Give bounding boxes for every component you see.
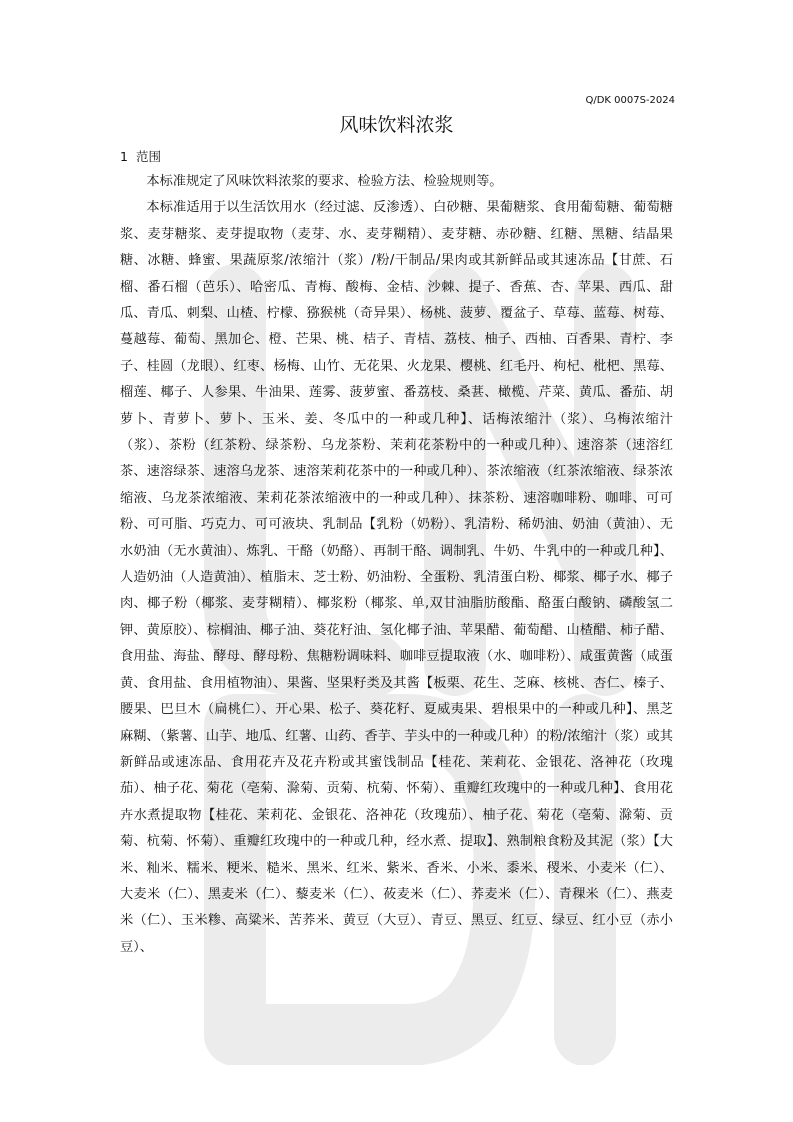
scope-paragraph-2: 本标准适用于以生活饮用水（经过滤、反渗透）、白砂糖、果葡糖浆、食用葡萄糖、葡萄糖浆、麦芽糖浆、麦芽提取物（麦芽、水、麦芽糊精）、麦芽糖、赤砂糖、红糖、黑糖、结晶果糖、冰糖、蜂蜜、果蔬原浆/浓缩汁（浆）/粉/干制品/果肉或其新鲜品或其速冻品【甘蔗、石榴、番石榴（芭乐）、哈密瓜、青梅、酸梅、金桔、沙棘、提子、香蕉、杏、苹果、西瓜、甜瓜、青瓜、刺梨、山楂、柠檬、猕猴桃（奇异果）、杨桃、菠萝、覆盆子、草莓、蓝莓、树莓、蔓越莓、葡萄、黑加仑、橙、芒果、桃、桔子、青桔、荔枝、柚子、西柚、百香果、青柠、李子、桂圆（龙眼）、红枣、杨梅、山竹、无花果、火龙果、樱桃、红毛丹、枸杞、枇杷、黑莓、榴莲、椰子、人参果、牛油果、莲雾、菠萝蜜、番荔枝、桑葚、橄榄、芹菜、黄瓜、番茄、胡萝卜、青萝卜、萝卜、玉米、姜、冬瓜中的一种或几种】、话梅浓缩汁（浆）、乌梅浓缩汁（浆）、茶粉（红茶粉、绿茶粉、乌龙茶粉、茉莉花茶粉中的一种或几种）、速溶茶（速溶红茶、速溶绿茶、速溶乌龙茶、速溶茉莉花茶中的一种或几种）、茶浓缩液（红茶浓缩液、绿茶浓缩液、乌龙茶浓缩液、茉莉花茶浓缩液中的一种或几种）、抹茶粉、速溶咖啡粉、咖啡、可可粉、可可脂、巧克力、可可液块、乳制品【乳粉（奶粉）、乳清粉、稀奶油、奶油（黄油）、无水奶油（无水黄油）、炼乳、干酪（奶酪）、再制干酪、调制乳、牛奶、牛乳中的一种或几种】、人造奶油（人造黄油）、植脂末、芝士粉、奶油粉、全蛋粉、乳清蛋白粉、椰浆、椰子水、椰子肉、椰子粉（椰浆、麦芽糊精）、椰浆粉（椰浆、单,双甘油脂肪酸酯、酪蛋白酸钠、磷酸氢二钾、黄原胶）、棕榈油、椰子油、葵花籽油、氢化椰子油、苹果醋、葡萄醋、山楂醋、柿子醋、食用盐、海盐、酵母、酵母粉、焦糖粉调味料、咖啡豆提取液（水、咖啡粉）、咸蛋黄酱（咸蛋黄、食用盐、食用植物油）、果酱、坚果籽类及其酱【板栗、花生、芝麻、核桃、杏仁、榛子、腰果、巴旦木（扁桃仁）、开心果、松子、葵花籽、夏威夷果、碧根果中的一种或几种】、黑芝麻糊、（紫薯、山芋、地瓜、红薯、山药、香芋、芋头中的一种或几种）的粉/浓缩汁（浆）或其新鲜品或速冻品、食用花卉及花卉粉或其蜜饯制品【桂花、茉莉花、金银花、洛神花（玫瑰茄）、柚子花、菊花（亳菊、滁菊、贡菊、杭菊、怀菊）、重瓣红玫瑰中的一种或几种】、食用花卉水煮提取物【桂花、茉莉花、金银花、洛神花（玫瑰茄）、柚子花、菊花（亳菊、滁菊、贡菊、杭菊、怀菊）、重瓣红玫瑰中的一种或几种，经水煮、提取】、熟制粮食粉及其泥（浆）【大米、籼米、糯米、粳米、糙米、黑米、红米、紫米、香米、小米、黍米、稷米、小麦米（仁）、大麦米（仁）、黑麦米（仁）、藜麦米（仁）、莜麦米（仁）、荞麦米（仁）、青稞米（仁）、燕麦米（仁）、玉米糁、高粱米、苦荞米、黄豆（大豆）、青豆、黑豆、红豆、绿豆、红小豆（赤小豆）、 [120,200,673,955]
scope-paragraph-1: 本标准规定了风味饮料浓浆的要求、检验方法、检验规则等。 [146,174,503,189]
section-heading [120,147,161,165]
section-number: 1 [120,149,128,164]
section-title: 范围 [135,149,161,164]
document-title: 风味饮料浓浆 [339,114,454,136]
document-code: Q/DK 0007S-2024 [585,95,675,106]
